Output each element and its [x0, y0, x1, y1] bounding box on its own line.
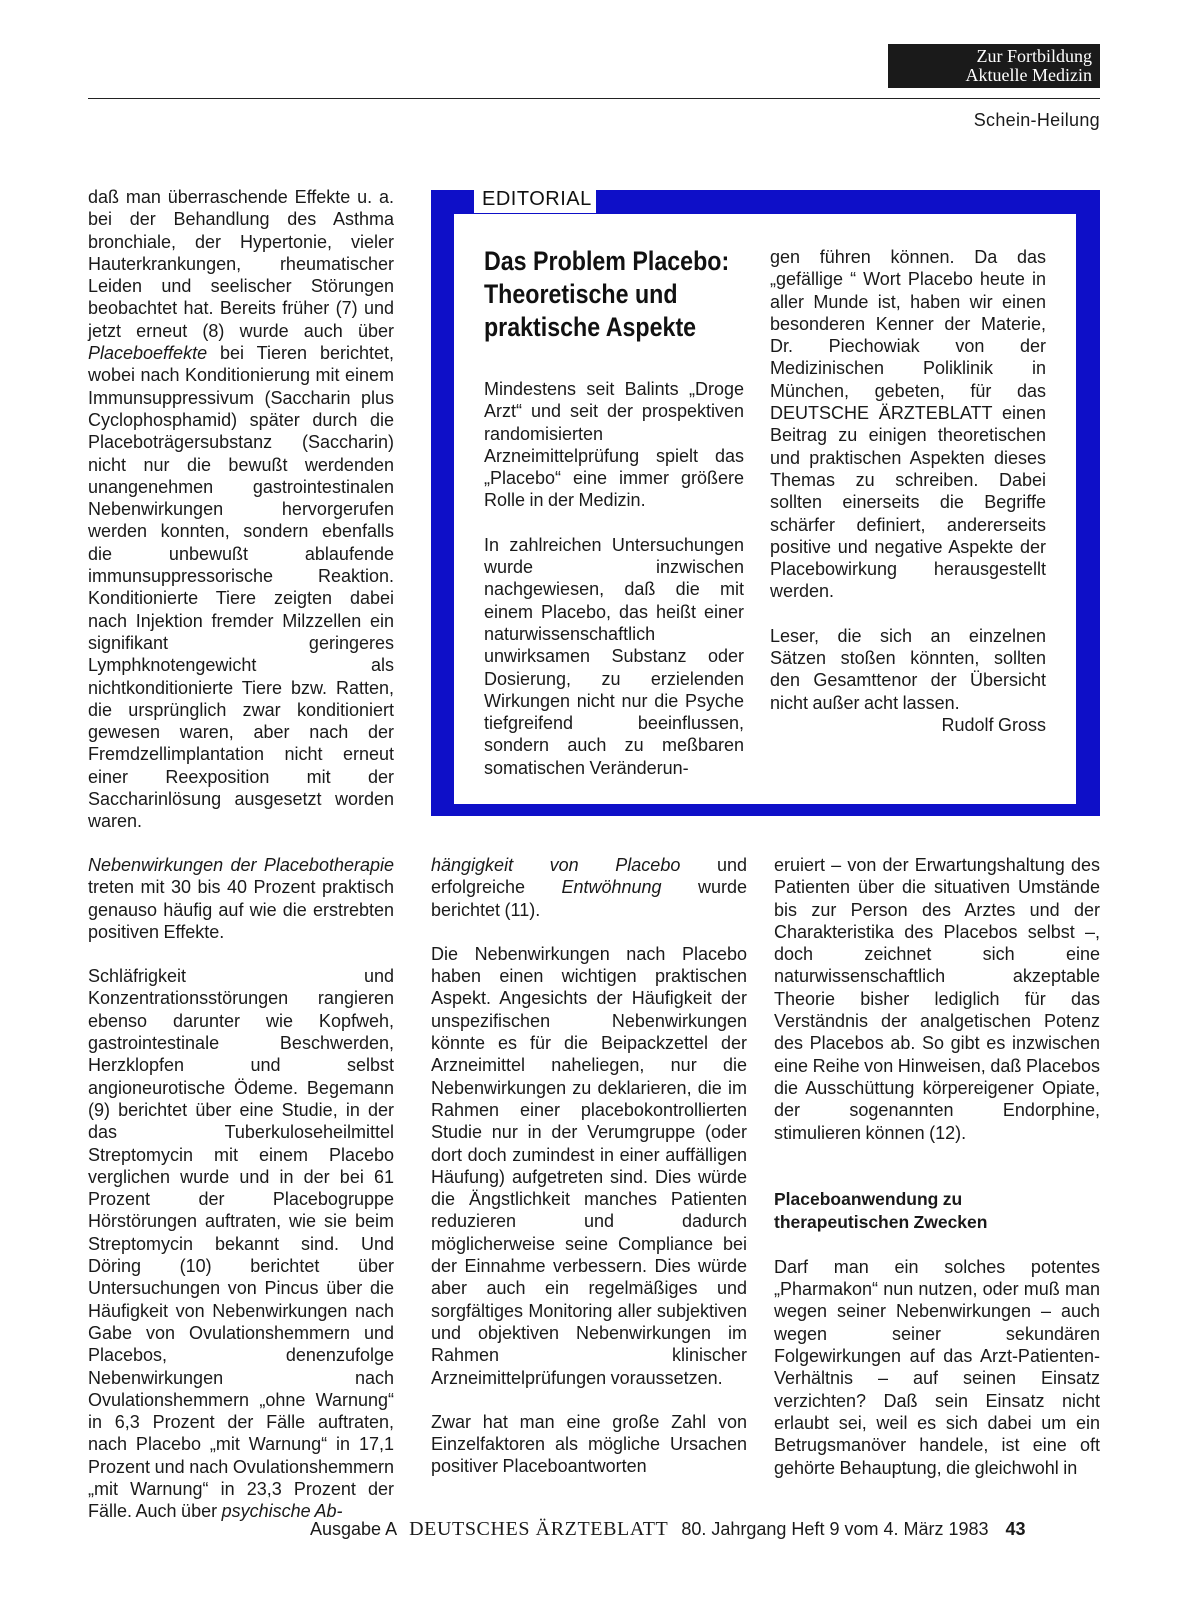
paragraph — [88, 965, 394, 1522]
section-subheading: Placeboanwendung zu therapeutischen Zwecken — [774, 1188, 988, 1232]
italic-term: psychische Ab- — [221, 1501, 343, 1522]
paragraph: Die Nebenwirkungen nach Placebo haben einen wichtigen praktischen Aspekt. Angesichts der Häufigkeit der unspezifischen Nebenwirkungen könnte es für die Beipackzettel der Arzneimittel naheliegen, nur die Nebenwirkungen zu deklarieren, die im Rahmen einer placebokontrollierten Studie nur in der Verumgruppe (oder dort doch zumindest in einer auffälligen Häufung) aufgetreten sind. Dies würde die Ängstlichkeit manches Patienten reduzieren und dadurch möglicherweise seine Compliance bei der Einnahme verbessern. Dies würde aber auch ein regelmäßiges und sorgfältiges Monitoring aller subjektiven und objektiven Nebenwirkungen im Rahmen klinischer Arzneimittelprüfungen voraussetzen. — [431, 943, 747, 1388]
footer-journal: DEUTSCHES ÄRZTEBLATT — [409, 1518, 669, 1540]
paragraph: Darf man ein solches potentes „Pharmakon“ nun nutzen, oder muß man wegen seiner Nebenwirkungen – auch wegen seiner sekundären Folgewirkungen auf das Arzt-Patienten-Verhältnis – auf seinen Einsatz verzichten? Daß sein Einsatz nicht erlaubt sei, weil es sich dabei um ein Betrugsmanöver handele, ist eine oft gehörte Behauptung, die gleichwohl in — [774, 1256, 1100, 1478]
italic-term: Entwöhnung — [561, 877, 662, 898]
page-footer — [310, 1518, 1026, 1541]
editorial-column-right — [770, 246, 1046, 736]
editorial-paragraph — [770, 625, 1046, 735]
editorial-paragraph: In zahlreichen Untersuchungen wurde inzwischen nachgewiesen, daß die mit einem Placebo, das heißt einer naturwissenschaftlich unwirksamen Substanz oder Dosierung, zu erzielenden Wirkungen nicht nur die Psyche tiefgreifend beeinflussen, sondern auch zu meßbaren somatischen Veränderun- — [484, 534, 744, 778]
text-run: wurde berichtet (11). — [431, 877, 747, 920]
page-number: 43 — [1005, 1519, 1026, 1539]
text-run: treten mit 30 bis 40 Prozent praktisch genauso häufig auf wie die erstrebten positiven Effekte. — [88, 877, 394, 942]
paragraph: eruiert – von der Erwartungshaltung des Patienten über die situativen Umstände bis zur Person des Arztes und der Charakteristika des Placebos selbst –, doch zeichnet sich eine naturwissenschaftlich akzeptable Theorie bisher lediglich für das Verständnis der analgetischen Potenz des Placebos ab. So gibt es inzwischen eine Reihe von Hinweisen, daß Placebos die Ausschüttung körpereigener Opiate, der sogenannten Endorphine, stimulieren können (12). — [774, 855, 1100, 1143]
editorial-title: Das Problem Placebo: Theoretische und praktische Aspekte — [484, 246, 730, 342]
paragraph — [431, 854, 747, 921]
editorial-paragraph: gen führen können. Da das „gefällige “ Wort Placebo heute in aller Munde ist, haben wir einen besonderen Kenner der Materie, Dr. Piechowiak von der Medizinischen Poliklinik in München, gebeten, für das DEUTSCHE ÄRZTEBLATT einen Beitrag zu einigen theoretischen und praktischen Aspekten dieses Themas zu schreiben. Dabei sollten einerseits die Begriffe schärfer definiert, andererseits positive und negative Aspekte der Placebowirkung herausgestellt werden. — [770, 247, 1046, 602]
column-3 — [774, 854, 1100, 1479]
paragraph: Zwar hat man eine große Zahl von Einzelfaktoren als mögliche Ursachen positiver Placeboantworten — [431, 1411, 747, 1477]
section-label-fortbildung: Zur Fortbildung — [976, 46, 1092, 66]
editorial-label: EDITORIAL — [474, 186, 596, 213]
text-run: Leser, die sich an einzelnen Sätzen stoßen könnten, sollten den Gesamttenor der Übersicht nicht außer acht lassen. — [770, 625, 1046, 713]
text-run: Schläfrigkeit und Konzentrationsstörungen rangieren ebenso darunter wie Kopfweh, gastrointestinale Beschwerden, Herzklopfen und selbst angioneurotische Ödeme. Begemann (9) berichtet über eine Studie, in der das Tuberkuloseheilmittel Streptomycin mit einem Placebo verglichen wurde und in der bei 61 Prozent der Placebogruppe Hörstörungen auftraten, wie sie beim Streptomycin bekannt sind. Und Döring (10) berichtet über Untersuchungen von Pincus über die Häufigkeit von Nebenwirkungen nach Gabe von Ovulationshemmern und Placebos, denenzufolge Nebenwirkungen nach Ovulationshemmern „ohne Warnung“ in 6,3 Prozent der Fälle auftraten, nach Placebo „mit Warnung“ in 17,1 Prozent und nach Ovulationshemmern „mit Warnung“ in 23,3 Prozent der Fälle. Auch über — [88, 966, 394, 1522]
italic-term: Nebenwirkungen der Placebotherapie — [88, 855, 394, 875]
header-divider — [88, 98, 1100, 99]
paragraph — [88, 186, 394, 833]
column-top-left — [88, 186, 394, 833]
editorial-paragraph: Mindestens seit Balints „Droge Arzt“ und seit der prospektiven randomisierten Arzneimittelprüfung spielt das „Placebo“ eine immer größere Rolle in der Medizin. — [484, 379, 744, 511]
section-badge — [888, 44, 1100, 88]
section-label-aktuelle-medizin: Aktuelle Medizin — [965, 65, 1092, 85]
text-run: bei Tieren berichtet, wobei nach Konditionierung mit einem Immunsuppressivum (Saccharin plus Cyclophosphamid) später durch die Placeboträgersubstanz (Saccharin) nicht nur die bewußt werdenden unangenehmen gastrointestinalen Nebenwirkungen hervorgerufen werden konnten, sondern ebenfalls die unbewußt ablaufende immunsuppressorische Reaktion. Konditionierte Tiere zeigten dabei nach Injektion fremder Milzzellen ein signifikant geringeres Lymphknotengewicht als nichtkonditionierte Tiere bzw. Ratten, die ursprünglich zwar konditioniert gewesen waren, aber nach der Fremdzellimplantation nicht erneut einer Reexposition mit der Saccharinlösung ausgesetzt worden waren. — [88, 343, 394, 832]
text-run: daß man überraschende Effekte u. a. bei der Behandlung des Asthma bronchiale, der Hypertonie, vieler Hauterkrankungen, rheumatischer Leiden und seelischer Störungen beobachtet hat. Bereits früher (7) und jetzt erneut (8) wurde auch über — [88, 187, 394, 341]
editorial-column-left — [484, 378, 744, 779]
text-run: und erfolgreiche — [431, 855, 747, 898]
paragraph — [88, 854, 394, 943]
column-1 — [88, 854, 394, 1523]
rubric-title: Schein-Heilung — [973, 110, 1100, 130]
editorial-signature: Rudolf Gross — [941, 714, 1046, 735]
column-2 — [431, 854, 747, 1478]
footer-issue: 80. Jahrgang Heft 9 vom 4. März 1983 — [681, 1519, 989, 1539]
italic-term: hängigkeit von Placebo — [431, 855, 681, 875]
footer-edition: Ausgabe A — [310, 1519, 397, 1539]
italic-term: Placeboeffekte — [88, 343, 208, 364]
